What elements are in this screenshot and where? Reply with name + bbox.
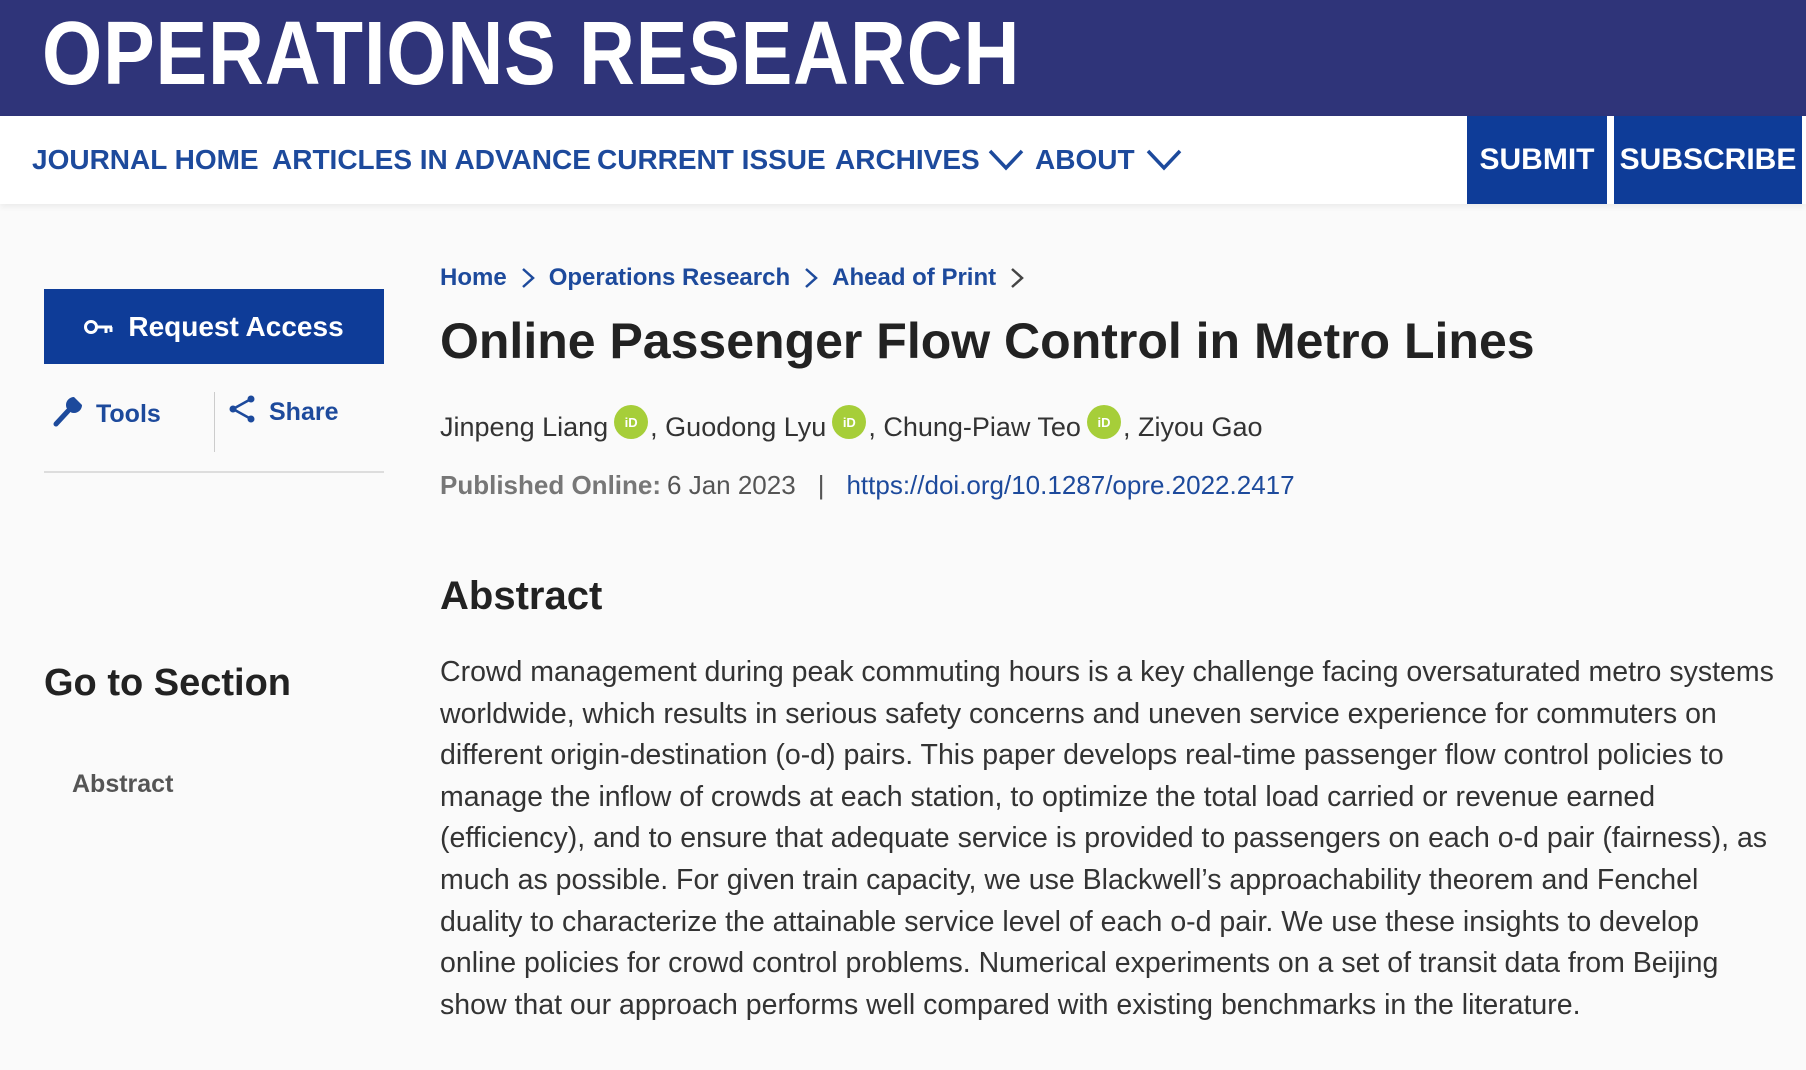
abstract-heading: Abstract [440,574,603,618]
key-icon [84,311,114,343]
request-access-label: Request Access [128,310,344,342]
breadcrumb-home[interactable]: Home [440,264,507,291]
share-label: Share [269,398,339,426]
archives-chevron-down-icon[interactable] [988,148,1024,177]
article-title: Online Passenger Flow Control in Metro Lines [440,313,1535,369]
doi-link[interactable]: https://doi.org/10.1287/opre.2022.2417 [846,470,1295,500]
nav-current-issue[interactable]: CURRENT ISSUE [597,144,826,175]
orcid-icon[interactable]: iD [614,405,648,439]
sidebar-divider [44,471,384,473]
about-chevron-down-icon[interactable] [1146,148,1182,177]
pub-separator: | [817,470,825,500]
submit-button[interactable]: SUBMIT [1467,116,1607,204]
chevron-right-icon [804,267,818,289]
wrench-icon [52,394,84,435]
breadcrumb-ahead-of-print[interactable]: Ahead of Print [832,264,997,291]
author-name[interactable]: Chung-Piaw Teo [883,411,1081,442]
breadcrumb-journal[interactable]: Operations Research [548,264,791,291]
orcid-icon[interactable]: iD [1087,405,1121,439]
chevron-right-icon [1010,267,1024,289]
journal-title[interactable]: OPERATIONS RESEARCH [42,4,1021,104]
subscribe-button[interactable]: SUBSCRIBE [1614,116,1802,204]
share-icon [227,394,257,431]
publication-info [440,470,1295,501]
nav-archives[interactable]: ARCHIVES [835,144,980,175]
published-online-label: Published Online: [440,470,662,500]
tools-button[interactable] [52,394,161,435]
orcid-icon[interactable]: iD [832,405,866,439]
nav-articles-in-advance[interactable]: ARTICLES IN ADVANCE [272,144,591,175]
author-separator: , [650,411,666,442]
published-date: 6 Jan 2023 [667,470,796,500]
author-name[interactable]: Ziyou Gao [1137,411,1263,442]
nav-journal-home[interactable]: JOURNAL HOME [32,144,259,175]
nav-about[interactable]: ABOUT [1035,144,1135,175]
tools-share-divider [214,392,215,452]
author-name[interactable]: Guodong Lyu [665,411,827,442]
share-button[interactable] [227,394,338,431]
abstract-text: Crowd management during peak commuting hours is a key challenge facing oversaturated metro systems worldwide, which results in serious safety concerns and uneven service experience for commuters on different origin-destination (o-d) pairs. This paper develops real-time passenger flow control policies to manage the inflow of crowds at each station, to optimize the total load carried or revenue earned (efficiency), and to ensure that adequate service is provided to passengers on each o-d pair (fairness), as much as possible. For given train capacity, we use Blackwell’s approachability theorem and Fenchel duality to characterize the attainable service level of each o-d pair. We use these insights to develop online policies for crowd control problems. Numerical experiments on a set of transit data from Beijing show that our approach performs well compared with existing benchmarks in the literature. [440,656,1774,1021]
go-to-section-heading: Go to Section [44,662,291,704]
section-link-abstract[interactable]: Abstract [72,770,174,798]
breadcrumb [440,264,1038,292]
author-separator: , [868,411,884,442]
masthead-bar [0,0,1806,116]
chevron-right-icon [521,267,535,289]
request-access-button[interactable] [44,289,384,364]
author-name[interactable]: Jinpeng Liang [440,411,609,442]
author-separator: , [1122,411,1138,442]
tools-label: Tools [96,400,161,428]
author-list [440,405,1263,449]
